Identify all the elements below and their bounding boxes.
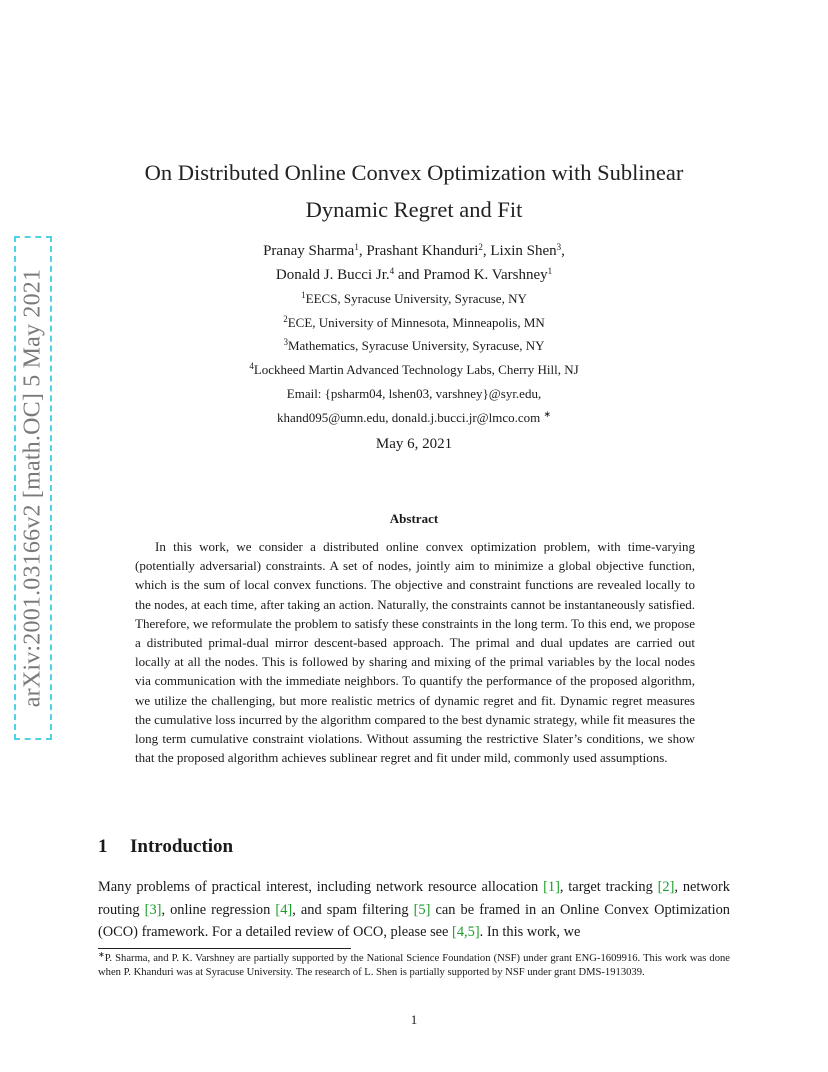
intro-text: . In this work, we xyxy=(479,924,581,940)
author-affil-mark: 4 xyxy=(389,266,395,276)
affiliation-text: Mathematics, Syracuse University, Syracuse, NY xyxy=(287,338,545,354)
citation-link[interactable]: [5] xyxy=(413,901,431,918)
author-affil-mark: 2 xyxy=(478,242,483,252)
section-title: Introduction xyxy=(130,836,234,857)
author-separator: and xyxy=(394,267,424,283)
author-separator: , xyxy=(561,243,565,259)
affiliation-text: EECS, Syracuse University, Syracuse, NY xyxy=(305,291,527,306)
affiliation-text: Lockheed Martin Advanced Technology Labs, Cherry Hill, NJ xyxy=(253,362,579,378)
intro-paragraph xyxy=(98,876,730,944)
footnote-text: P. Sharma, and P. K. Varshney are partially supported by the National Science Foundation (NSF) under grant ENG-1609916. This work was done when P. Khanduri was at Syracuse University. The research of L. Shen is partially supported by NSF under grant DMS-1913039. xyxy=(98,953,730,979)
author-name: Pranay Sharma xyxy=(263,243,355,259)
paper-date: May 6, 2021 xyxy=(375,436,453,452)
citation-link[interactable]: [1] xyxy=(543,879,560,895)
arxiv-stamp-text: arXiv:2001.03166v2 [math.OC] 5 May 2021 xyxy=(19,268,46,708)
affiliation-mark: 4 xyxy=(249,361,254,372)
author-separator: , xyxy=(358,243,367,259)
footnote-mark: ∗ xyxy=(98,950,105,959)
author-name: Lixin Shen xyxy=(490,243,557,259)
citation-link[interactable]: [4] xyxy=(275,901,293,918)
section-number: 1 xyxy=(98,836,108,857)
affiliation-list xyxy=(0,287,828,429)
author-name: Donald J. Bucci Jr. xyxy=(275,267,390,283)
affiliation-mark: 3 xyxy=(283,337,288,348)
intro-text: can be framed in an Online Convex Optimization (OCO) framework. For a detailed review of OCO, please see xyxy=(98,901,731,940)
email-addresses: khand095@umn.edu, donald.j.bucci.jr@lmco.com xyxy=(276,409,541,425)
abstract-body: In this work, we consider a distributed online convex optimization problem, with time-varying (potentially adversarial) constraints. A set of nodes, jointly aim to minimize a global objective function, which is the sum of local convex functions. The objective and constraint functions are revealed locally to the nodes, at each time, after taking an action. Naturally, the constraints cannot be instantaneously satisfied. Therefore, we reformulate the problem to satisfy these constraints in the long term. To this end, we propose a distributed primal-dual mirror descent-based approach. The primal and dual updates are carried out locally at all the nodes. This is followed by sharing and mixing of the primal variables by the local nodes via communication with the immediate neighbors. To quantify the performance of the proposed algorithm, we utilize the challenging, but more realistic metrics of dynamic regret and fit. Dynamic regret measures the cumulative loss incurred by the algorithm compared to the best dynamic strategy, while fit measures the long term cumulative constraint violations. Without assuming the restrictive Slater’s conditions, we show that the proposed algorithm achieves sublinear regret and fit under mild, commonly used assumptions. xyxy=(135,539,695,766)
intro-text: , and spam filtering xyxy=(292,901,414,918)
email-line-2 xyxy=(0,406,828,430)
affiliation-item xyxy=(0,287,828,311)
author-affil-mark: 1 xyxy=(547,266,553,276)
affiliation-item xyxy=(0,334,828,358)
affiliation-mark: 2 xyxy=(283,313,288,324)
author-separator: , xyxy=(482,243,491,259)
affiliation-mark: 1 xyxy=(301,290,306,300)
intro-text: , target tracking xyxy=(559,879,658,895)
section-heading xyxy=(98,836,233,858)
intro-text: , online regression xyxy=(161,901,276,918)
affiliation-item xyxy=(0,358,828,382)
author-affil-mark: 3 xyxy=(556,242,562,252)
author-affil-mark: 1 xyxy=(354,242,359,252)
abstract-heading: Abstract xyxy=(389,511,439,526)
title-line-1: On Distributed Online Convex Optimization with Sublinear xyxy=(144,160,684,185)
footnote-divider xyxy=(98,948,351,949)
intro-text: Many problems of practical interest, including network resource allocation xyxy=(98,879,544,895)
intro-text: , network routing xyxy=(98,879,730,918)
page-number: 1 xyxy=(410,1012,418,1027)
footnote xyxy=(98,952,730,981)
author-line-1 xyxy=(0,239,828,263)
author-line-2 xyxy=(0,263,828,287)
affiliation-item xyxy=(0,311,828,335)
author-name: Pramod K. Varshney xyxy=(423,267,548,283)
title-line-2: Dynamic Regret and Fit xyxy=(305,197,523,222)
email-line-1: Email: {psharm04, lshen03, varshney}@syr.edu, xyxy=(286,385,542,401)
affiliation-text: ECE, University of Minnesota, Minneapolis, MN xyxy=(287,314,545,330)
citation-link[interactable]: [4,5] xyxy=(452,924,480,940)
citation-link[interactable]: [3] xyxy=(144,901,162,918)
paper-title xyxy=(0,154,828,228)
footnote-ref-mark: ∗ xyxy=(543,408,552,419)
author-name: Prashant Khanduri xyxy=(366,243,479,259)
author-list xyxy=(0,239,828,287)
citation-link[interactable]: [2] xyxy=(657,879,675,895)
